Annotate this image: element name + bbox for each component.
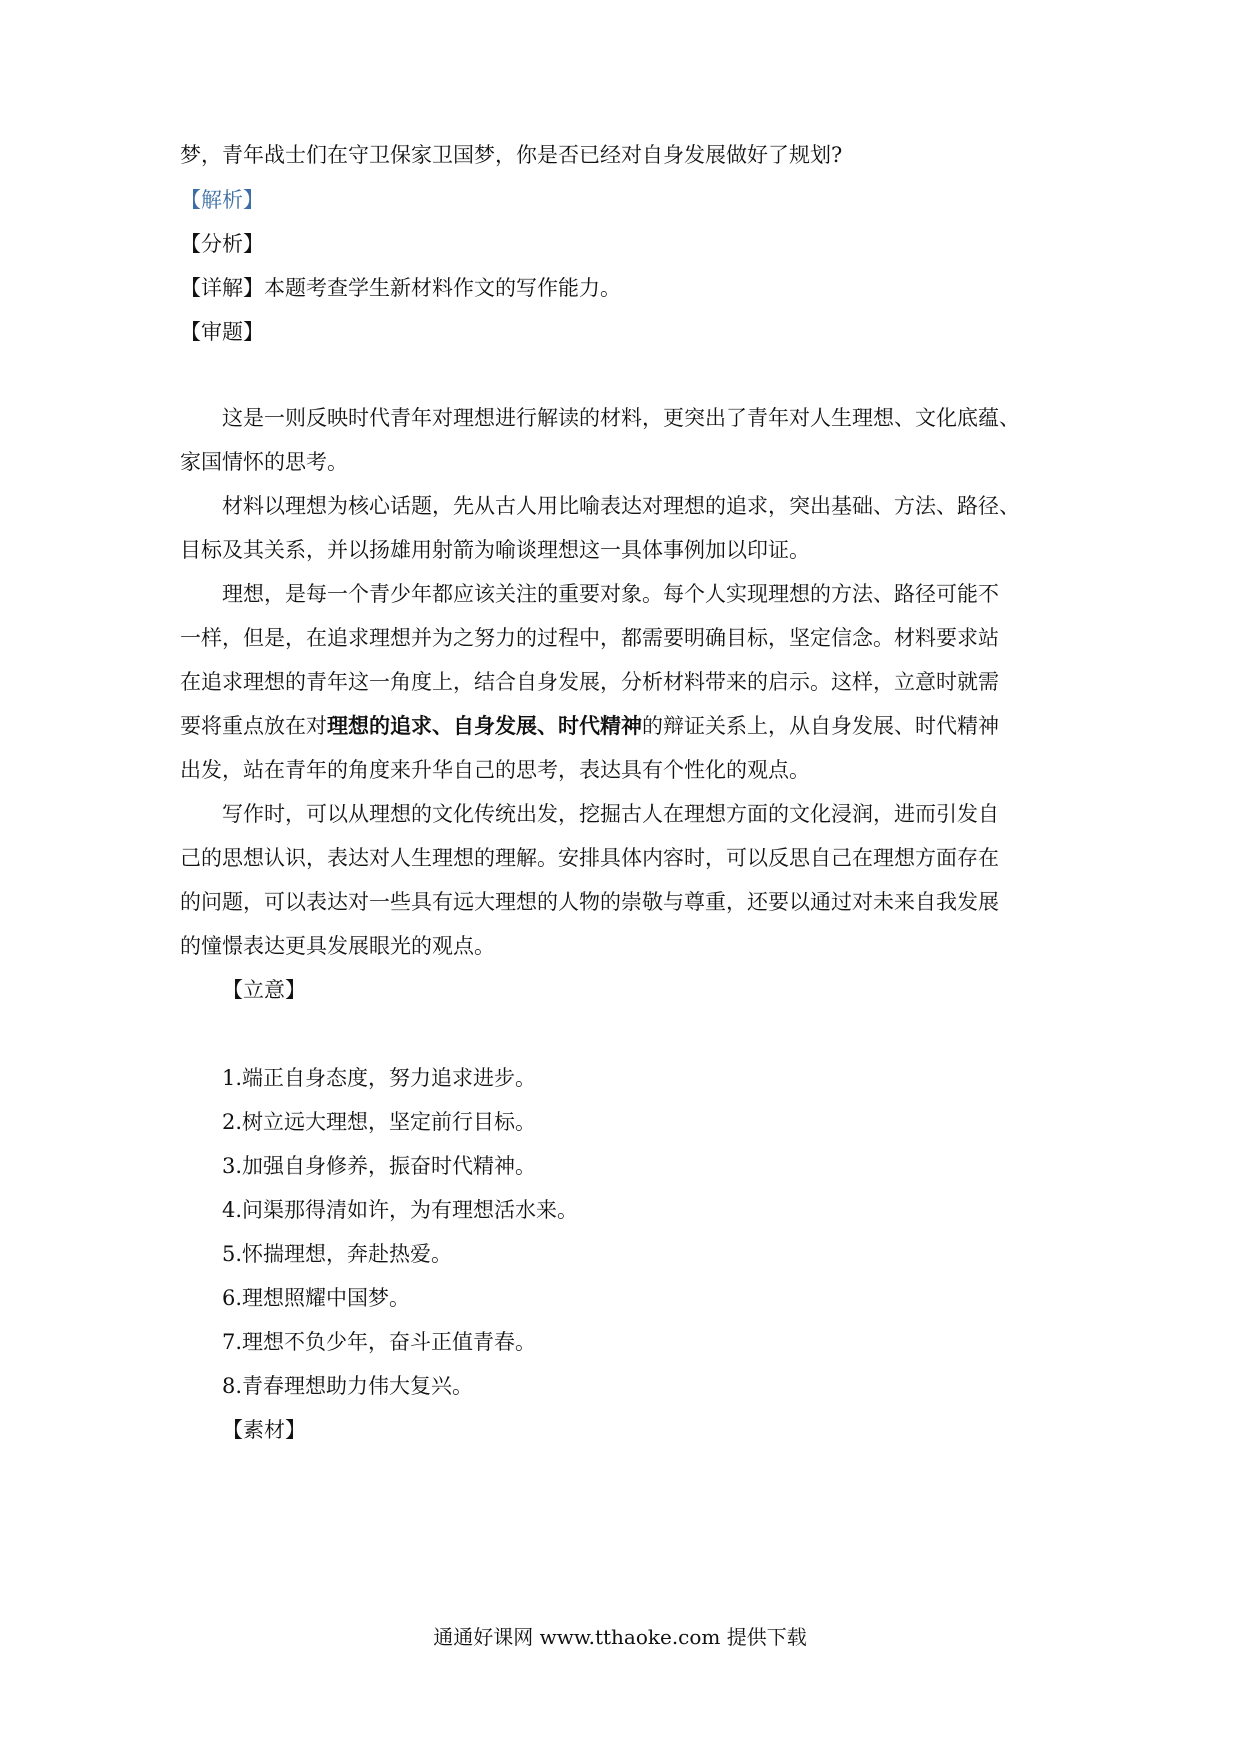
text-line: 梦，青年战士们在守卫保家卫国梦，你是否已经对自身发展做好了规划? bbox=[180, 143, 843, 167]
list-item: 2.树立远大理想，坚定前行目标。 bbox=[222, 1110, 537, 1134]
section-heading-liyi: 【立意】 bbox=[222, 978, 306, 1002]
section-heading-fenxi: 【分析】 bbox=[180, 232, 264, 256]
text-span: 要将重点放在对 bbox=[180, 714, 327, 738]
section-heading-xiangjie: 【详解】本题考查学生新材料作文的写作能力。 bbox=[180, 276, 621, 300]
paragraph-line: 出发，站在青年的角度来升华自己的思考，表达具有个性化的观点。 bbox=[180, 758, 810, 782]
list-item: 3.加强自身修养，振奋时代精神。 bbox=[222, 1154, 537, 1178]
paragraph-line: 的憧憬表达更具发展眼光的观点。 bbox=[180, 934, 495, 958]
list-item: 6.理想照耀中国梦。 bbox=[222, 1286, 411, 1310]
text-span: 的辩证关系上，从自身发展、时代精神 bbox=[642, 714, 999, 738]
list-item: 8.青春理想助力伟大复兴。 bbox=[222, 1374, 474, 1398]
section-heading-shenti: 【审题】 bbox=[180, 320, 264, 344]
list-item: 5.怀揣理想，奔赴热爱。 bbox=[222, 1242, 453, 1266]
page-footer: 通通好课网 www.tthaoke.com 提供下载 bbox=[433, 1625, 807, 1649]
paragraph-line: 写作时，可以从理想的文化传统出发，挖掘古人在理想方面的文化浸润，进而引发自 bbox=[222, 802, 999, 826]
section-heading-sucai: 【素材】 bbox=[222, 1418, 306, 1442]
paragraph-line: 家国情怀的思考。 bbox=[180, 450, 348, 474]
paragraph-line: 在追求理想的青年这一角度上，结合自身发展，分析材料带来的启示。这样，立意时就需 bbox=[180, 670, 999, 694]
list-item: 7.理想不负少年，奋斗正值青春。 bbox=[222, 1330, 537, 1354]
paragraph-line: 目标及其关系，并以扬雄用射箭为喻谈理想这一具体事例加以印证。 bbox=[180, 538, 810, 562]
list-item: 4.问渠那得清如许，为有理想活水来。 bbox=[222, 1198, 579, 1222]
paragraph-line: 这是一则反映时代青年对理想进行解读的材料，更突出了青年对人生理想、文化底蕴、 bbox=[222, 406, 1020, 430]
list-item: 1.端正自身态度，努力追求进步。 bbox=[222, 1066, 537, 1090]
paragraph-line: 一样，但是，在追求理想并为之努力的过程中，都需要明确目标，坚定信念。材料要求站 bbox=[180, 626, 999, 650]
paragraph-line: 己的思想认识，表达对人生理想的理解。安排具体内容时，可以反思自己在理想方面存在 bbox=[180, 846, 999, 870]
paragraph-line bbox=[180, 711, 999, 741]
paragraph-line: 的问题，可以表达对一些具有远大理想的人物的崇敬与尊重，还要以通过对未来自我发展 bbox=[180, 890, 999, 914]
paragraph-line: 材料以理想为核心话题，先从古人用比喻表达对理想的追求，突出基础、方法、路径、 bbox=[222, 494, 1020, 518]
bold-emphasis: 理想的追求、自身发展、时代精神 bbox=[327, 713, 642, 738]
section-heading-jiexi: 【解析】 bbox=[180, 188, 264, 212]
paragraph-line: 理想，是每一个青少年都应该关注的重要对象。每个人实现理想的方法、路径可能不 bbox=[222, 582, 999, 606]
